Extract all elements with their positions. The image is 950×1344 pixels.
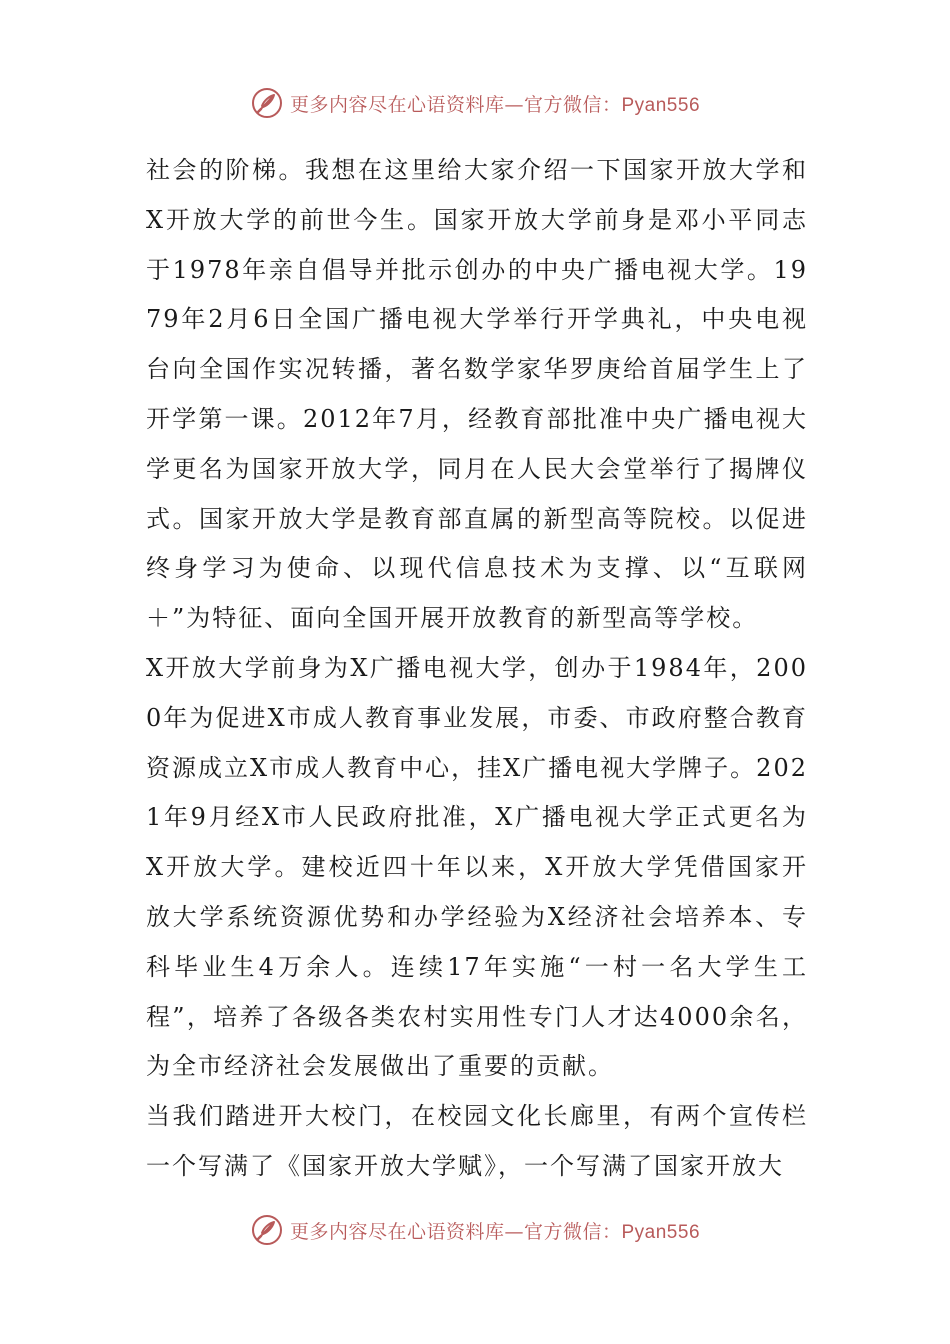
watermark-label: 官方微信： [523, 1220, 622, 1243]
watermark-brand: 更多内容尽在心语资料库 [289, 1220, 505, 1243]
paragraph-2: X开放大学前身为X广播电视大学，创办于1984年，2000年为促进X市成人教育事业发展，市委、市政府整合教育资源成立X市成人教育中心，挂X广播电视大学牌子。2021年9月经X市人民政府批准，X广播电视大学正式更名为X开放大学。建校近四十年以来，X开放大学凭借国家开放大学系统资源优势和办学经验为X经济社会培养本、专科毕业生4万余人。连续17年实施“一村一名大学生工程”，培养了各级各类农村实用性专门人才达4000余名，为全市经济社会发展做出了重要的贡献。 [146, 653, 808, 1081]
watermark-separator: — [504, 1220, 524, 1243]
watermark-wechat-id: Pyan556 [621, 94, 701, 116]
paragraph-3: 当我们踏进开大校门，在校园文化长廊里，有两个宣传栏一个写满了《国家开放大学赋》，一个写满了国家开放大 [146, 1102, 808, 1180]
paragraph-1: 社会的阶梯。我想在这里给大家介绍一下国家开放大学和X开放大学的前世今生。国家开放大学前身是邓小平同志于1978年亲自倡导并批示创办的中央广播电视大学。1979年2月6日全国广播电视大学举行开学典礼，中央电视台向全国作实况转播，著名数学家华罗庚给首届学生上了开学第一课。2012年7月，经教育部批准中央广播电视大学更名为国家开放大学，同月在人民大会堂举行了揭牌仪式。国家开放大学是教育部直属的新型高等院校。以促进终身学习为使命、以现代信息技术为支撑、以“互联网＋”为特征、面向全国开展开放教育的新型高等学校。 [146, 156, 808, 633]
watermark-label: 官方微信： [523, 93, 622, 116]
watermark-text [290, 1217, 700, 1244]
watermark-text [290, 90, 700, 117]
watermark-brand: 更多内容尽在心语资料库 [289, 93, 505, 116]
document-body [146, 146, 808, 1192]
watermark-header [0, 83, 950, 123]
feather-pen-icon [250, 86, 284, 120]
feather-pen-icon [250, 1213, 284, 1247]
watermark-footer [0, 1210, 950, 1250]
watermark-wechat-id: Pyan556 [621, 1221, 701, 1243]
watermark-separator: — [504, 93, 524, 116]
